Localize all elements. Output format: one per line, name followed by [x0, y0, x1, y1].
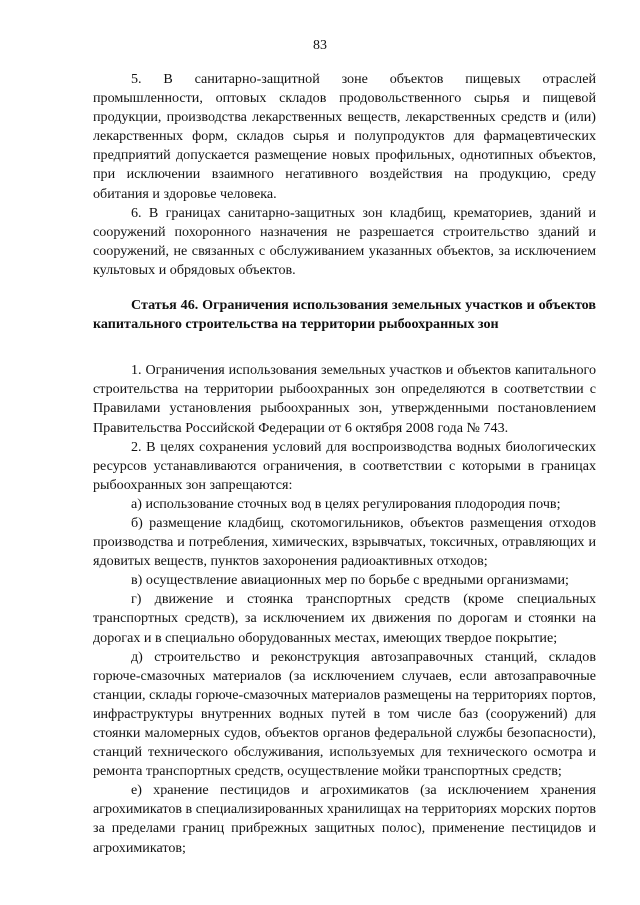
paragraph-1-restrictions: 1. Ограничения использования земельных участков и объектов капитального строительства на территории рыбоохранных зон определяются в соответствии с Правилами установления рыбоохранных зон, утвержденными постановлением Правительства Российской Федерации от 6 октября 2008 года № 743.: [93, 362, 596, 436]
page-number: 83: [313, 38, 327, 53]
paragraph-2-prohibitions: 2. В целях сохранения условий для воспроизводства водных биологических ресурсов устанавливаются ограничения, в соответствии с которыми в границах рыбоохранных зон запрещаются:: [93, 438, 596, 493]
list-item-d: д) строительство и реконструкция автозаправочных станций, складов горюче-смазочных материалов (за исключением случаев, если автозаправочные станции, склады горюче-смазочных материалов размещены на территориях портов, инфраструктуры внутренних водных путей в том числе баз (сооружений) для стоянки маломерных судов, объектов органов федеральной службы безопасности), станций технического обслуживания, используемых для технического осмотра и ремонта транспортных средств, осуществление мойки транспортных средств;: [93, 648, 596, 780]
paragraph-6-sanitary-zone-cemeteries: 6. В границах санитарно-защитных зон кладбищ, крематориев, зданий и сооружений похоронного назначения не разрешается строительство зданий и сооружений, не связанных с обслуживанием указанных объектов, за исключением культовых и обрядовых объектов.: [93, 204, 596, 278]
list-item-a: а) использование сточных вод в целях регулирования плодородия почв;: [131, 495, 561, 512]
list-item-g: г) движение и стоянка транспортных средств (кроме специальных транспортных средств), за исключением их движения по дорогам и стоянки на дорогах и в специально оборудованных местах, имеющих твердое покрытие;: [93, 591, 596, 646]
list-item-e: е) хранение пестицидов и агрохимикатов (за исключением хранения агрохимикатов в специализированных хранилищах на территориях морских портов за пределами границ прибрежных защитных полос), применение пестицидов и агрохимикатов;: [93, 782, 596, 856]
paragraph-5-sanitary-zone-food: 5. В санитарно-защитной зоне объектов пищевых отраслей промышленности, оптовых складов продовольственного сырья и пищевой продукции, производства лекарственных веществ, лекарственных средств и (или) лекарственных форм, складов сырья и полупродуктов для фармацевтических предприятий допускается размещение новых профильных, однотипных объектов, при исключении взаимного негативного воздействия на продукцию, среду обитания и здоровье человека.: [93, 71, 596, 202]
article-46-heading: Статья 46. Ограничения использования земельных участков и объектов капитального строительства на территории рыбоохранных зон: [93, 297, 596, 333]
list-item-v: в) осуществление авиационных мер по борьбе с вредными организмами;: [131, 572, 569, 589]
document-body: [93, 70, 596, 858]
list-item-b: б) размещение кладбищ, скотомогильников, объектов размещения отходов производства и потребления, химических, взрывчатых, токсичных, отравляющих и ядовитых веществ, пунктов захоронения радиоактивных отходов;: [93, 514, 596, 570]
